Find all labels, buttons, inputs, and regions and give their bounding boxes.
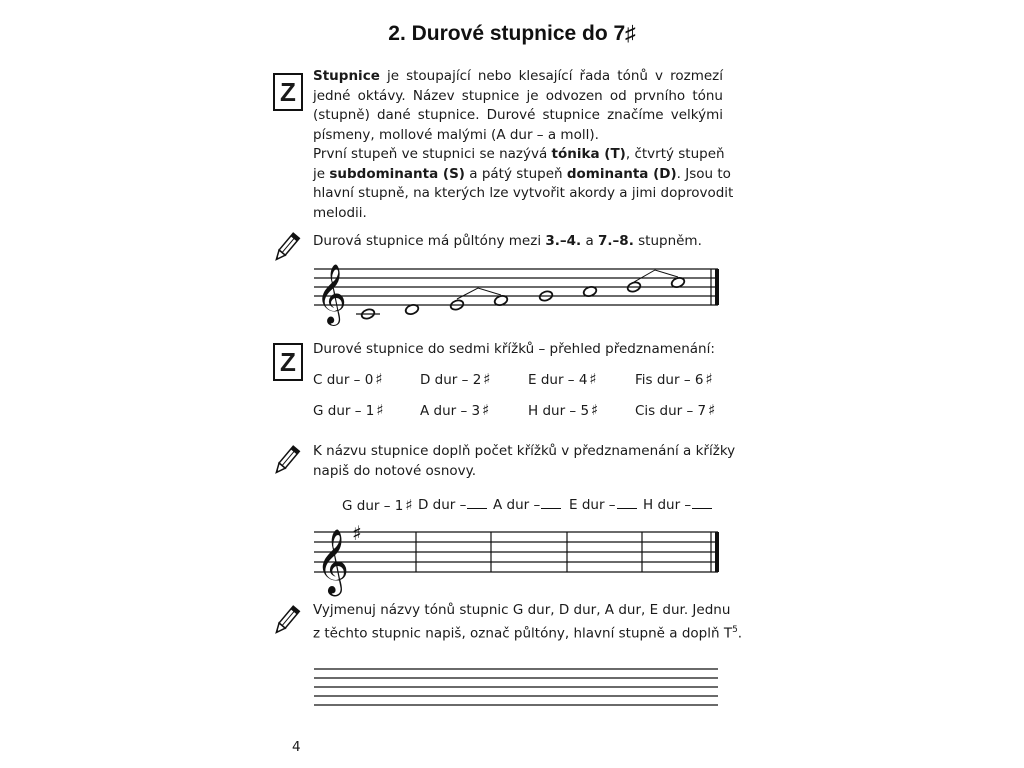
answer-blank[interactable] [467,496,487,509]
scale-fis-dur [635,370,713,388]
scale-cis-dur [635,401,715,419]
term-dominanta: dominanta (D) [566,165,677,182]
definition-paragraph [313,67,734,223]
scale-label: G dur – 1 [342,498,404,514]
sharp-icon: ♯ [375,370,383,388]
scale-label: H dur – [643,497,692,513]
task-text: . [737,625,743,641]
page-number: 4 [292,739,301,755]
pencil-icon [270,445,302,477]
scale-label: Fis dur – 6 [635,372,704,388]
scale-label: G dur – 1 [313,403,375,419]
sharp-icon: ♯ [483,370,491,388]
exercise-label-a-dur [493,496,561,513]
semitone-text: stupněm. [633,233,702,249]
scale-d-dur [420,370,491,388]
exercise-label-g-dur [342,496,413,514]
definition-line-5 [313,145,723,165]
scale-label: C dur – 0 [313,372,374,388]
definition-line-1 [313,67,723,87]
z-marker-icon: Z [273,73,303,111]
scale-g-dur [313,401,384,419]
scale-a-dur [420,401,489,419]
definition-line-8: melodii. [313,204,367,221]
definition-text: , čtvrtý stupeň [625,146,725,162]
scale-label: H dur – 5 [528,403,590,419]
page-title: 2. Durové stupnice do 7♯ [388,22,636,45]
exercise-label-h-dur [643,496,712,513]
exercise-line-1: K názvu stupnice doplň počet křížků v předznamenání a křížky [313,443,736,459]
definition-line-6 [313,165,731,185]
definition-text: je stoupající nebo klesající řada tónů v rozmezí [379,68,723,84]
exercise-label-e-dur [569,496,637,513]
scale-label: Cis dur – 7 [635,403,707,419]
key-signature-sharp-icon: ♯ [352,521,362,545]
term-tonika: tónika (T) [551,146,626,162]
treble-clef-icon: 𝄞 [316,529,350,594]
z-marker-icon: Z [273,343,303,381]
semitone-degrees-1: 3.–4. [545,233,582,249]
staff-lines [314,532,718,572]
overview-heading: Durové stupnice do sedmi křížků – přehled předznamenání: [313,341,715,357]
final-barline-thick [715,269,719,305]
exercise-staff [300,520,730,595]
exercise-line-2: napiš do notové osnovy. [313,462,477,479]
task-line-2 [313,621,743,644]
pencil-icon [270,232,302,264]
sharp-icon: ♯ [376,401,384,419]
definition-text: je [313,165,330,182]
answer-blank[interactable] [617,496,637,509]
definition-line-7: hlavní stupně, na kterých lze vytvořit akordy a jimi doprovodit [313,185,734,201]
sharp-icon: ♯ [705,370,713,388]
scale-label: A dur – [493,497,541,513]
sharp-icon: ♯ [708,401,716,419]
scale-label: A dur – 3 [420,403,481,419]
definition-text: . Jsou to [676,165,731,182]
scale-h-dur [528,401,598,419]
semitone-sentence [313,232,723,252]
semitone-text: a [581,233,599,249]
scale-e-dur [528,370,597,388]
definition-line-3: (stupně) dané stupnice. Durové stupnice značíme velkými [313,107,723,123]
definition-line-2: jedné oktávy. Název stupnice je odvozen od prvního tónu [313,87,723,104]
exercise-instructions [313,442,736,481]
answer-blank[interactable] [541,496,561,509]
task-instructions [313,601,743,644]
definition-text: První stupeň ve stupnici se nazývá [313,146,552,162]
term-stupnice: Stupnice [313,68,380,84]
sharp-icon: ♯ [482,401,490,419]
semitone-mark-7-8 [634,270,678,282]
writing-staff[interactable] [300,660,730,720]
answer-blank[interactable] [692,496,712,509]
exercise-label-d-dur [418,496,487,513]
staff-lines [314,269,718,305]
task-text: z těchto stupnic napiš, označ půltóny, hlavní stupně a doplň T [313,625,733,641]
term-subdominanta: subdominanta (S) [329,165,465,182]
definition-line-4: písmeny, mollové malými (A dur – a moll). [313,126,599,143]
scale-label: E dur – [569,497,616,513]
semitone-text: Durová stupnice má půltóny mezi [313,233,546,249]
c-major-scale-staff [300,255,730,335]
definition-text: a pátý stupeň [464,165,567,182]
semitone-degrees-2: 7.–8. [598,233,634,249]
semitone-mark-3-4 [457,288,501,299]
task-line-1: Vyjmenuj názvy tónů stupnic G dur, D dur, A dur, E dur. Jednu [313,602,731,618]
scale-label: E dur – 4 [528,372,588,388]
sharp-icon: ♯ [591,401,599,419]
scale-label: D dur – [418,497,467,513]
superscript-five: 5 [732,624,738,635]
scale-label: D dur – 2 [420,372,482,388]
final-barline-thick [715,532,719,572]
treble-clef-icon: 𝄞 [316,264,347,324]
sharp-icon: ♯ [589,370,597,388]
scale-c-dur [313,370,383,388]
sharp-icon: ♯ [405,496,413,514]
pencil-icon [270,605,302,637]
